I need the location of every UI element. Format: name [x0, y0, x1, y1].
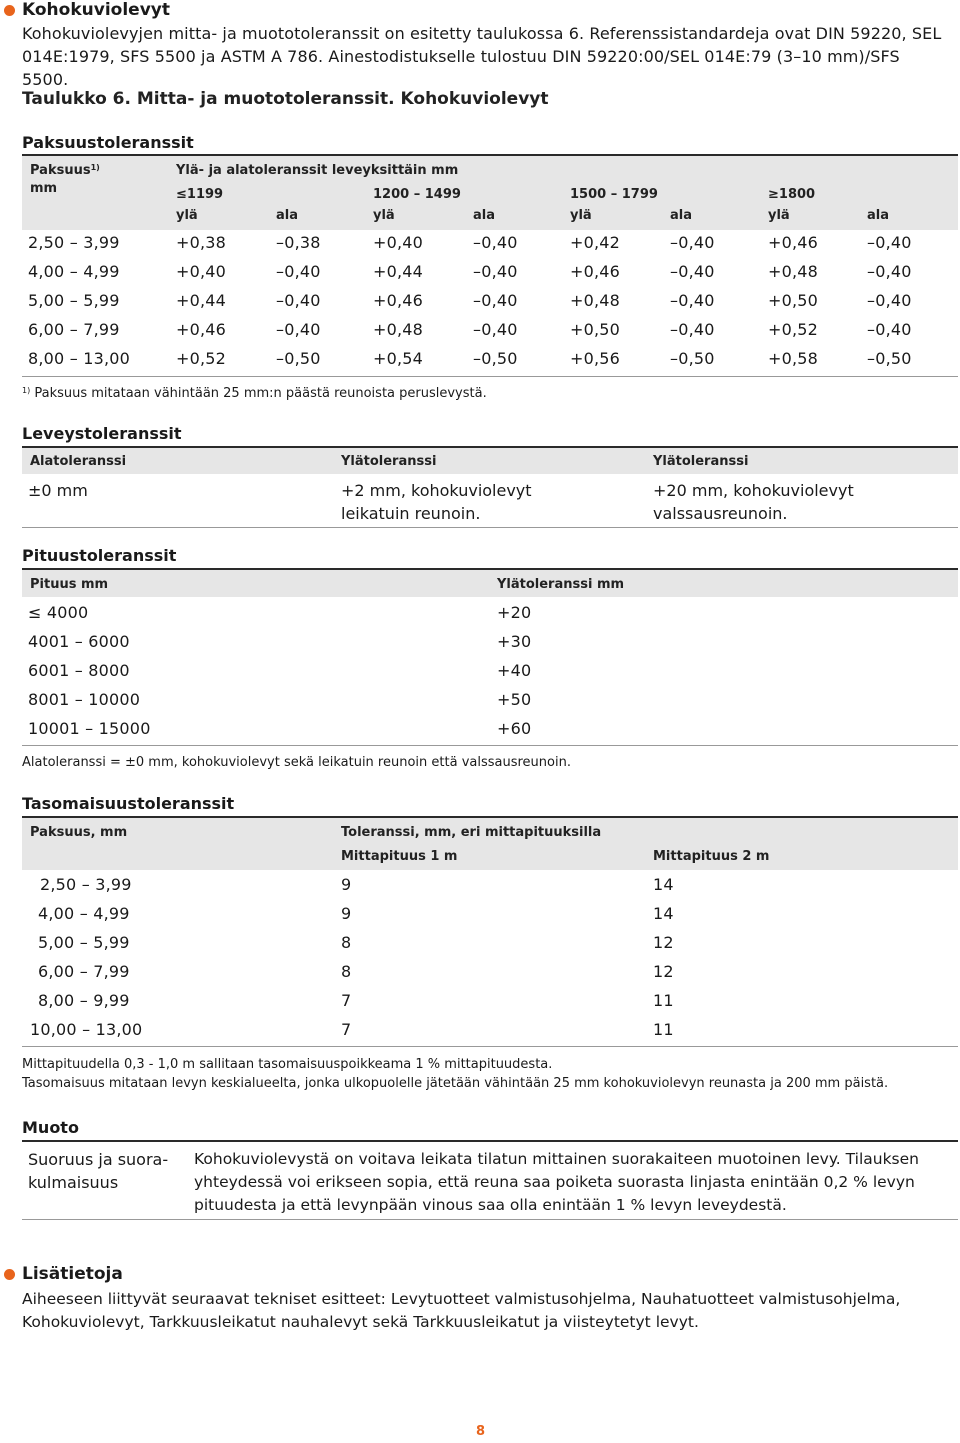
tol-value: +0,52 — [176, 349, 227, 368]
thickness-range: 6,00 – 7,99 — [28, 320, 120, 339]
length-header-band — [22, 570, 958, 597]
section-title: Lisätietoja — [22, 1264, 123, 1284]
more-info-line-1: Aiheeseen liittyvät seuraavat tekniset esitteet: Levytuotteet valmistusohjelma, Nauhatuotteet valmistusohjelma, — [22, 1290, 901, 1308]
shape-label: Suoruus ja suora- kulmaisuus — [28, 1150, 169, 1192]
shape-top-rule — [22, 1140, 958, 1142]
tol-value: +0,50 — [570, 320, 621, 339]
length-header-1: Pituus mm — [30, 577, 109, 592]
sub-label: ala — [867, 208, 890, 223]
width-range-1: ≤1199 — [176, 187, 224, 202]
tol-value: –0,40 — [670, 233, 715, 252]
flatness-m2: 12 — [653, 933, 674, 952]
length-range: 6001 – 8000 — [28, 661, 130, 680]
thickness-group-label: Ylä- ja alatoleranssit leveyksittäin mm — [176, 163, 459, 178]
flatness-m1: 9 — [341, 875, 352, 894]
width-heading: Leveystoleranssit — [22, 424, 182, 443]
flatness-heading: Tasomaisuustoleranssit — [22, 794, 235, 813]
tol-value: –0,40 — [670, 291, 715, 310]
tol-value: +0,46 — [373, 291, 424, 310]
width-bottom-rule — [22, 527, 958, 528]
section-bullet-icon — [4, 5, 15, 16]
tol-value: –0,50 — [867, 349, 912, 368]
tol-value: –0,40 — [867, 291, 912, 310]
width-range-3: 1500 – 1799 — [570, 187, 658, 202]
tol-value: –0,38 — [276, 233, 321, 252]
tol-value: –0,50 — [276, 349, 321, 368]
sub-label: ylä — [768, 208, 790, 223]
width-lower-tol: ±0 mm — [28, 481, 88, 500]
tol-value: –0,40 — [473, 291, 518, 310]
flatness-m2: 14 — [653, 875, 674, 894]
tol-value: –0,40 — [867, 262, 912, 281]
tol-value: –0,40 — [276, 320, 321, 339]
tol-value: –0,50 — [670, 349, 715, 368]
shape-bottom-rule — [22, 1219, 958, 1220]
tol-value: +0,44 — [176, 291, 227, 310]
tol-value: +0,38 — [176, 233, 227, 252]
flatness-m1: 9 — [341, 904, 352, 923]
sub-label: ylä — [373, 208, 395, 223]
tol-value: +0,42 — [570, 233, 621, 252]
tol-value: +0,40 — [373, 233, 424, 252]
more-info-line-2: Kohokuviolevyt, Tarkkuusleikatut nauhalevyt sekä Tarkkuusleikatut ja viisteytetyt levyt. — [22, 1313, 699, 1331]
thickness-bottom-rule — [22, 376, 958, 377]
flatness-range: 5,00 – 5,99 — [38, 933, 130, 952]
flatness-note-2: Tasomaisuus mitataan levyn keskialueelta, jonka ulkopuolelle jätetään vähintään 25 mm kohokuviolevyn reunasta ja 200 mm päistä. — [22, 1076, 889, 1091]
flatness-m1: 7 — [341, 991, 352, 1010]
length-range: 4001 – 6000 — [28, 632, 130, 651]
thickness-heading: Paksuustoleranssit — [22, 133, 194, 152]
flatness-m2: 11 — [653, 991, 674, 1010]
length-note: Alatoleranssi = ±0 mm, kohokuviolevyt sekä leikatuin reunoin että valssausreunoin. — [22, 755, 571, 770]
flatness-range: 2,50 – 3,99 — [40, 875, 132, 894]
flatness-m2: 12 — [653, 962, 674, 981]
flatness-note-1: Mittapituudella 0,3 - 1,0 m sallitaan tasomaisuuspoikkeama 1 % mittapituudesta. — [22, 1057, 553, 1072]
tol-value: +0,52 — [768, 320, 819, 339]
tol-value: +0,54 — [373, 349, 424, 368]
length-heading: Pituustoleranssit — [22, 546, 177, 565]
width-header-2: Ylätoleranssi — [341, 454, 437, 469]
tol-value: –0,40 — [867, 320, 912, 339]
tol-value: +0,58 — [768, 349, 819, 368]
tol-value: –0,40 — [867, 233, 912, 252]
tol-value: –0,40 — [473, 320, 518, 339]
tol-value: –0,40 — [276, 262, 321, 281]
tol-value: +0,48 — [570, 291, 621, 310]
sub-label: ala — [473, 208, 496, 223]
tol-value: +0,46 — [768, 233, 819, 252]
tol-value: –0,40 — [670, 320, 715, 339]
thickness-range: 2,50 – 3,99 — [28, 233, 120, 252]
flatness-m1: 7 — [341, 1020, 352, 1039]
width-range-2: 1200 – 1499 — [373, 187, 461, 202]
length-tol: +40 — [497, 661, 532, 680]
tol-value: +0,48 — [768, 262, 819, 281]
shape-heading: Muoto — [22, 1118, 79, 1137]
page-number: 8 — [476, 1424, 486, 1439]
length-tol: +30 — [497, 632, 532, 651]
tol-value: +0,46 — [570, 262, 621, 281]
flatness-range: 4,00 – 4,99 — [38, 904, 130, 923]
flatness-bottom-rule — [22, 1046, 958, 1047]
sub-label: ala — [670, 208, 693, 223]
tol-value: +0,44 — [373, 262, 424, 281]
thickness-range: 5,00 – 5,99 — [28, 291, 120, 310]
tol-value: +0,56 — [570, 349, 621, 368]
tol-value: +0,46 — [176, 320, 227, 339]
tol-value: –0,40 — [473, 262, 518, 281]
flatness-range: 8,00 – 9,99 — [38, 991, 130, 1010]
length-tol: +60 — [497, 719, 532, 738]
width-upper-tol-rolled: +20 mm, kohokuviolevyt valssausreunoin. — [653, 481, 854, 523]
sub-label: ylä — [570, 208, 592, 223]
tol-value: +0,50 — [768, 291, 819, 310]
shape-description: Kohokuviolevystä on voitava leikata tilatun mittainen suorakaiteen muotoinen levy. Tilauksen yhteydessä voi erikseen sopia, että reuna saa poiketa suorasta linjasta enintään 0,2 % levyn pituudesta ja että levynpään vinous saa olla enintään 1 % levyn leveydestä. — [194, 1150, 919, 1214]
thickness-col-unit: mm — [30, 181, 58, 196]
intro-line-1: Kohokuviolevyjen mitta- ja muototoleranssit on esitetty taulukossa 6. Referenssistandardeja ovat DIN 59220, SEL — [22, 24, 942, 43]
flatness-m1: 8 — [341, 962, 352, 981]
section-bullet-icon — [4, 1269, 15, 1280]
tol-value: –0,50 — [473, 349, 518, 368]
sub-label: ylä — [176, 208, 198, 223]
thickness-range: 4,00 – 4,99 — [28, 262, 120, 281]
flatness-range: 10,00 – 13,00 — [30, 1020, 143, 1039]
length-range: 10001 – 15000 — [28, 719, 151, 738]
tol-value: +0,48 — [373, 320, 424, 339]
sub-label: ala — [276, 208, 299, 223]
length-range: 8001 – 10000 — [28, 690, 141, 709]
width-upper-tol-cut: +2 mm, kohokuviolevyt leikatuin reunoin. — [341, 481, 532, 523]
length-tol: +20 — [497, 603, 532, 622]
width-header-band — [22, 448, 958, 474]
width-range-4: ≥1800 — [768, 187, 816, 202]
width-header-3: Ylätoleranssi — [653, 454, 749, 469]
length-header-2: Ylätoleranssi mm — [497, 577, 625, 592]
flatness-sub-header-2: Mittapituus 2 m — [653, 849, 770, 864]
flatness-group-header: Toleranssi, mm, eri mittapituuksilla — [341, 825, 602, 840]
table-caption: Taulukko 6. Mitta- ja muototoleranssit. Kohokuviolevyt — [22, 89, 549, 109]
length-tol: +50 — [497, 690, 532, 709]
intro-line-2: 014E:1979, SFS 5500 ja ASTM A 786. Ainestodistukselle tulostuu DIN 59220:00/SEL 014E:79 (3–10 mm)/SFS 5500. — [22, 47, 900, 89]
flatness-m2: 14 — [653, 904, 674, 923]
flatness-sub-header-1: Mittapituus 1 m — [341, 849, 458, 864]
tol-value: –0,40 — [473, 233, 518, 252]
tol-value: +0,40 — [176, 262, 227, 281]
length-range: ≤ 4000 — [28, 603, 89, 622]
flatness-m2: 11 — [653, 1020, 674, 1039]
flatness-m1: 8 — [341, 933, 352, 952]
width-header-1: Alatoleranssi — [30, 454, 127, 469]
section-title: Kohokuviolevyt — [22, 0, 170, 20]
length-bottom-rule — [22, 745, 958, 746]
tol-value: –0,40 — [276, 291, 321, 310]
flatness-range: 6,00 – 7,99 — [38, 962, 130, 981]
thickness-col-label: Paksuus$^{1)}$ — [30, 163, 100, 178]
tol-value: –0,40 — [670, 262, 715, 281]
thickness-footnote: $^{1)}$ Paksuus mitataan vähintään 25 mm:n päästä reunoista peruslevystä. — [22, 386, 487, 401]
flatness-col-header: Paksuus, mm — [30, 825, 128, 840]
thickness-range: 8,00 – 13,00 — [28, 349, 131, 368]
